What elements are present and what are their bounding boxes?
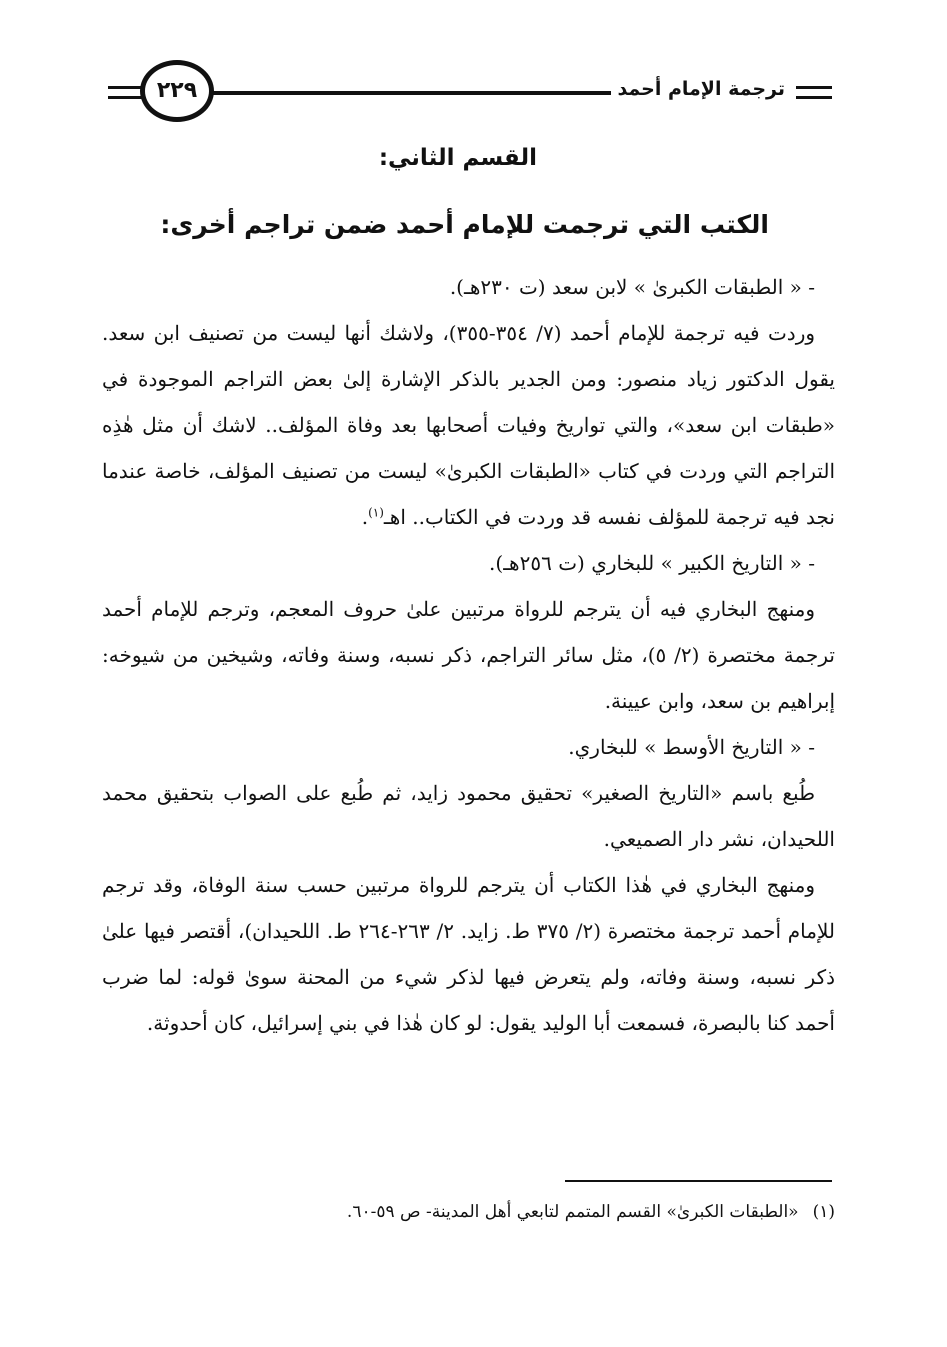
entry-title: - « التاريخ الأوسط » للبخاري. bbox=[568, 735, 815, 759]
entry-title: - « الطبقات الكبرىٰ » لابن سعد (ت ٢٣٠هـ). bbox=[449, 275, 815, 299]
page-number: ٢٢٩ bbox=[156, 78, 198, 103]
footnote-reference[interactable]: (١) bbox=[368, 505, 384, 520]
entry-paragraph bbox=[102, 310, 835, 540]
footnote-text: «الطبقات الكبرىٰ» القسم المتمم لتابعي أهل المدينة- ص ٥٩-٦٠. bbox=[346, 1202, 799, 1222]
page-number-badge bbox=[140, 60, 214, 122]
header-rule bbox=[210, 91, 628, 95]
paragraph-text: وردت فيه ترجمة للإمام أحمد (٧/ ٣٥٤-٣٥٥)، ولاشك أنها ليست من تصنيف ابن سعد. يقول الدكتور زياد منصور: ومن الجدير بالذكر الإشارة إلىٰ بعض التراجم الموجودة في «طبقات ابن سعد»، والتي تواريخ وفيات أصحابها بعد وفاة المؤلف.. لاشك أن مثل هٰذِه التراجم التي وردت في كتاب «الطبقات الكبرىٰ» ليست من تصنيف المؤلف، خاصة عندما نجد فيه ترجمة للمؤلف نفسه قد وردت في الكتاب.. اهـ bbox=[102, 321, 835, 529]
entry-paragraph: ومنهج البخاري في هٰذا الكتاب أن يترجم للرواة مرتبين حسب سنة الوفاة، وقد ترجم للإمام أحمد ترجمة مختصرة (٢/ ٣٧٥ ط. زايد. ٢/ ٢٦٣-٢٦٤ ط. اللحيدان)، أقتصر فيها علىٰ ذكر نسبه، وسنة وفاته، ولم يتعرض فيها لذكر شيء من المحنة سوىٰ قوله: لما ضرب أحمد كنا بالبصرة، فسمعت أبا الوليد يقول: لو كان هٰذا في بني إسرائيل، كان أحدوثة. bbox=[102, 873, 835, 1035]
entry-paragraph: ومنهج البخاري فيه أن يترجم للرواة مرتبين علىٰ حروف المعجم، وترجم للإمام أحمد ترجمة مختصرة (٢/ ٥)، مثل سائر التراجم، ذكر نسبه، وسنة وفاته، وشيخين من شيوخه: إبراهيم بن سعد، وابن عيينة. bbox=[102, 597, 835, 713]
footnote-marker: (١) bbox=[812, 1202, 835, 1222]
footnote bbox=[347, 1202, 835, 1222]
footnote-separator bbox=[565, 1180, 832, 1182]
section-subheading: الكتب التي ترجمت للإمام أحمد ضمن تراجم أخرى: bbox=[160, 210, 769, 239]
header-rule-right bbox=[796, 86, 832, 99]
entry-title: - « التاريخ الكبير » للبخاري (ت ٢٥٦هـ). bbox=[489, 551, 815, 575]
paragraph-end: . bbox=[361, 505, 369, 529]
body-text bbox=[102, 264, 835, 1046]
section-heading: القسم الثاني: bbox=[378, 145, 537, 171]
running-title: ترجمة الإمام أحمد bbox=[611, 78, 791, 100]
entry-paragraph: طُبع باسم «التاريخ الصغير» تحقيق محمود زايد، ثم طُبع على الصواب بتحقيق محمد اللحيدان، نشر دار الصميعي. bbox=[102, 781, 835, 851]
